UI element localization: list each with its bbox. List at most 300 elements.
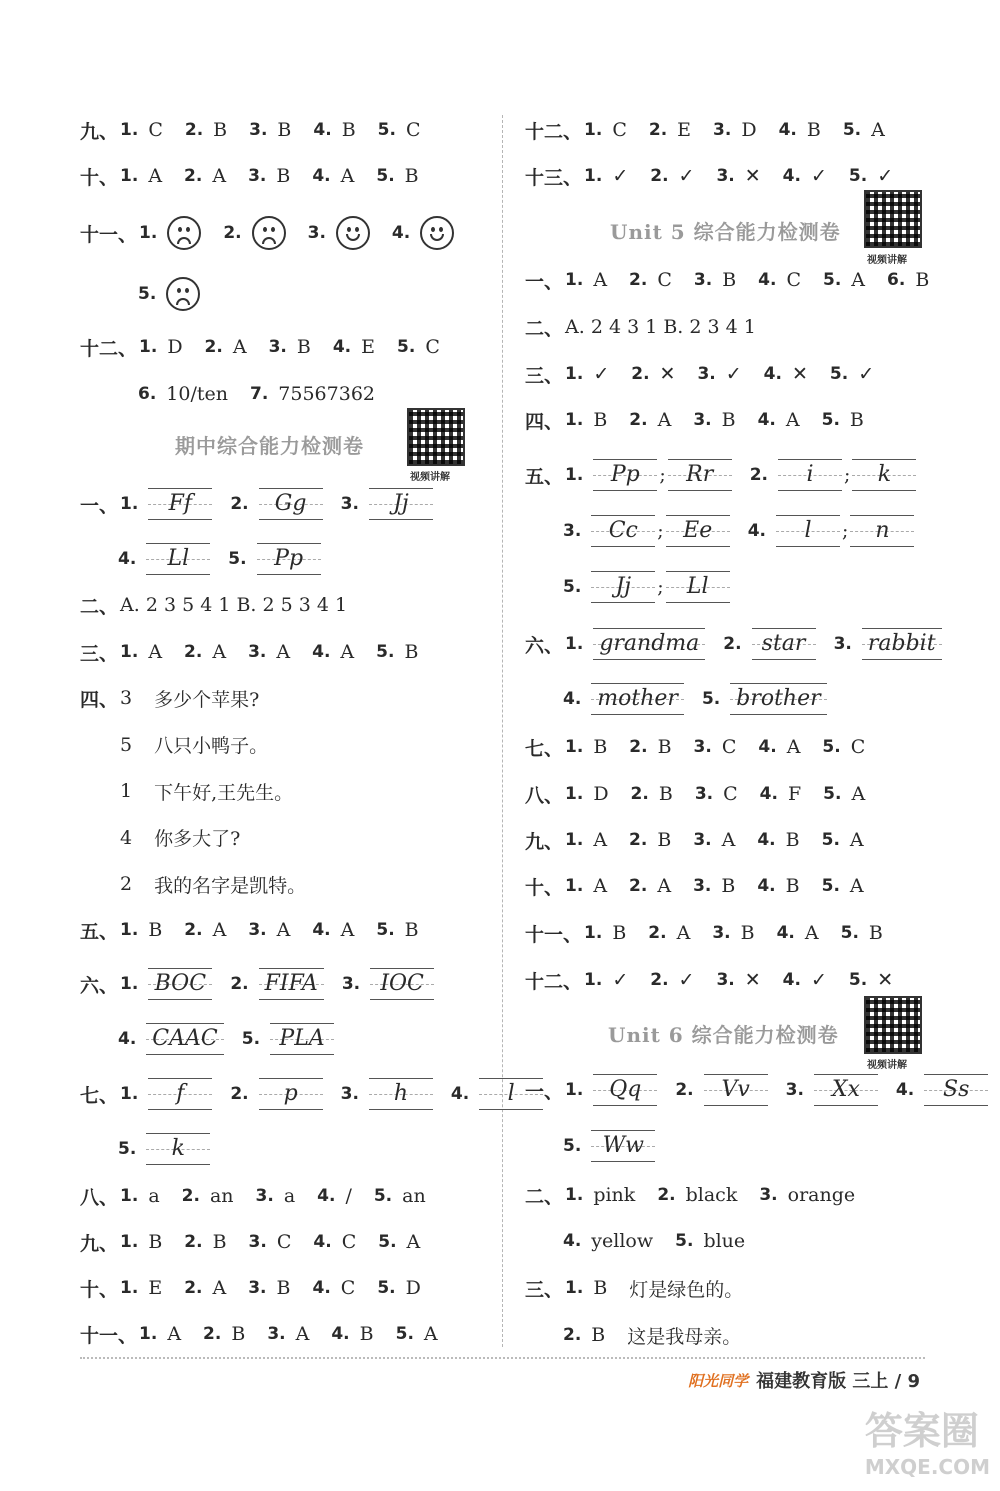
- answer-row: [525, 822, 886, 858]
- handwriting-answer: Vv: [721, 1077, 750, 1102]
- item-number: 5.: [377, 1278, 396, 1298]
- item-number: 3.: [697, 364, 716, 384]
- item-number: 4.: [757, 876, 776, 896]
- handwriting-answer: Ee: [683, 518, 713, 543]
- answer-value: A: [785, 409, 800, 431]
- handwriting-box: [666, 571, 730, 603]
- sad-face-icon: [166, 277, 200, 311]
- section-number: 十、: [80, 166, 119, 189]
- item-number: 1.: [565, 364, 584, 384]
- answer-row: [80, 680, 281, 716]
- answer-row: [563, 1223, 767, 1259]
- item-number: 3.: [307, 223, 326, 243]
- handwriting-answer: Pp: [610, 462, 640, 487]
- handwriting-box: [593, 459, 657, 491]
- eye: [177, 288, 181, 293]
- answer-value: B: [276, 165, 291, 187]
- answer-value: 2: [120, 873, 133, 895]
- answer-row: [525, 112, 907, 148]
- answer-value: black: [685, 1184, 738, 1206]
- section-number: 十二、: [525, 970, 583, 993]
- answer-row: [80, 158, 441, 194]
- handwriting-answer: Cc: [608, 518, 638, 543]
- answer-value: A: [676, 922, 691, 944]
- item-number: 4.: [758, 270, 777, 290]
- item-number: 3.: [340, 494, 359, 514]
- answer-value: ✕: [744, 969, 761, 991]
- handwriting-answer: Ss: [943, 1077, 970, 1102]
- answer-row: [80, 634, 440, 670]
- handwriting-box: [852, 459, 916, 491]
- separator: ;: [842, 520, 849, 542]
- handwriting-box: [257, 543, 321, 575]
- item-number: 5.: [822, 737, 841, 757]
- section-number: 一、: [525, 270, 564, 293]
- handwriting-box: [146, 1133, 210, 1165]
- answer-text: 八只小鸭子。: [154, 735, 269, 757]
- item-number: 5.: [377, 120, 396, 140]
- answer-value: 1: [120, 780, 133, 802]
- item-number: 2.: [184, 1232, 203, 1252]
- item-number: 4.: [331, 1324, 350, 1344]
- answer-row: [525, 1270, 765, 1306]
- answer-value: C: [657, 269, 672, 291]
- item-number: 1.: [584, 166, 603, 186]
- item-number: 1.: [584, 120, 603, 140]
- answer-text: 这是我母亲。: [627, 1325, 742, 1348]
- item-number: 4.: [757, 410, 776, 430]
- item-number: 3.: [341, 974, 361, 994]
- item-number: 1.: [565, 784, 584, 804]
- handwriting-answer: brother: [736, 686, 821, 711]
- handwriting-answer: Rr: [686, 462, 714, 487]
- eye: [178, 227, 182, 232]
- answer-text: 灯是绿色的。: [629, 1278, 744, 1301]
- answer-value: ✕: [744, 165, 761, 187]
- eye: [431, 227, 435, 232]
- answer-text: 多少个苹果?: [154, 688, 260, 711]
- item-number: 2.: [203, 1324, 222, 1344]
- item-number: 3.: [694, 784, 714, 804]
- item-number: 1.: [584, 923, 603, 943]
- section-number: 十二、: [525, 120, 583, 143]
- answer-value: B: [593, 1277, 608, 1299]
- answer-text: 下午好,王先生。: [154, 781, 294, 804]
- answer-value: E: [361, 336, 376, 358]
- item-number: 5.: [373, 1186, 393, 1206]
- item-number: 1.: [565, 465, 584, 485]
- item-number: 4.: [317, 1186, 336, 1206]
- handwriting-answer: PLA: [279, 1026, 325, 1051]
- answer-value: C: [148, 119, 163, 141]
- item-number: 5.: [376, 642, 395, 662]
- answer-value: B: [296, 336, 311, 358]
- handwriting-box: [593, 1074, 657, 1106]
- handwriting-box: [146, 543, 210, 575]
- item-number: 7.: [250, 384, 269, 404]
- answer-value: B: [276, 1277, 291, 1299]
- answer-value: a: [283, 1185, 296, 1207]
- answer-value: B: [849, 409, 864, 431]
- answer-value: 3: [120, 687, 133, 709]
- answer-value: A. 2 4 3 1 B. 2 3 4 1: [565, 316, 756, 338]
- answer-value: B: [404, 641, 419, 663]
- answer-value: ✓: [810, 969, 827, 991]
- answer-row: [80, 820, 262, 856]
- handwriting-box: [370, 968, 434, 1000]
- answer-row: [525, 402, 886, 438]
- item-number: 4.: [758, 737, 777, 757]
- item-number: 2.: [629, 830, 648, 850]
- answer-row: [80, 1224, 442, 1260]
- eye: [263, 227, 267, 232]
- answer-value: B: [785, 829, 800, 851]
- eye: [439, 227, 443, 232]
- section-number: 五、: [80, 920, 119, 943]
- item-number: 1.: [120, 642, 139, 662]
- answer-value: A: [851, 269, 866, 291]
- answer-value: C: [786, 269, 801, 291]
- item-number: 4.: [782, 970, 801, 990]
- answer-value: C: [723, 783, 738, 805]
- qr-code-icon[interactable]: [407, 408, 465, 466]
- answer-row: [80, 215, 476, 251]
- item-number: 5.: [823, 270, 842, 290]
- answer-value: B: [593, 736, 608, 758]
- answer-value: ✕: [877, 969, 894, 991]
- item-number: 5.: [241, 1029, 261, 1049]
- item-number: 3.: [249, 120, 268, 140]
- eye: [355, 227, 359, 232]
- answer-value: B: [213, 119, 228, 141]
- mouth: [262, 237, 276, 244]
- answer-value: ✓: [678, 165, 695, 187]
- item-number: 5.: [563, 577, 582, 597]
- item-number: 1.: [120, 1278, 139, 1298]
- item-number: 4.: [763, 364, 782, 384]
- answer-row: [118, 1021, 352, 1057]
- handwriting-answer: l: [507, 1081, 515, 1106]
- section-number: 八、: [525, 784, 564, 807]
- item-number: 2.: [230, 974, 249, 994]
- handwriting-box: [148, 1078, 212, 1110]
- item-number: 5.: [821, 830, 840, 850]
- handwriting-answer: k: [171, 1136, 185, 1161]
- answer-value: an: [209, 1185, 234, 1207]
- item-number: 2.: [184, 1278, 203, 1298]
- item-number: 3.: [693, 410, 712, 430]
- item-number: 2.: [184, 120, 204, 140]
- item-number: 2.: [650, 166, 669, 186]
- item-number: 2.: [230, 494, 249, 514]
- item-number: 1.: [120, 1084, 139, 1104]
- answer-row: [563, 1317, 763, 1353]
- answer-row: [525, 776, 887, 812]
- item-number: 2.: [563, 1325, 582, 1345]
- answer-value: an: [402, 1185, 426, 1207]
- answer-row: [80, 1076, 564, 1112]
- item-number: 5.: [829, 364, 849, 384]
- answer-value: B: [785, 875, 800, 897]
- item-number: 4.: [776, 923, 795, 943]
- mouth: [177, 237, 191, 244]
- item-number: 3.: [693, 270, 713, 290]
- answer-value: C: [425, 336, 440, 358]
- answer-value: B: [740, 922, 755, 944]
- answer-row: [525, 457, 934, 493]
- section-number: 十三、: [525, 166, 583, 189]
- item-number: 2.: [675, 1080, 694, 1100]
- item-number: 1.: [139, 337, 158, 357]
- handwriting-answer: Ll: [167, 546, 190, 571]
- answer-value: A: [657, 875, 672, 897]
- item-number: 4.: [391, 223, 411, 243]
- item-number: 2.: [629, 876, 648, 896]
- item-number: 3.: [693, 876, 712, 896]
- separator: ;: [657, 576, 664, 598]
- answer-value: A: [406, 1231, 421, 1253]
- item-number: 6.: [887, 270, 906, 290]
- answer-row: [563, 569, 748, 605]
- answer-value: B: [612, 922, 627, 944]
- item-number: 4.: [757, 830, 776, 850]
- column-divider: [502, 115, 503, 1347]
- handwriting-box: [259, 968, 324, 1000]
- item-number: 2.: [631, 364, 650, 384]
- answer-value: ✓: [858, 363, 875, 385]
- item-number: 6.: [138, 384, 157, 404]
- item-number: 2.: [223, 223, 242, 243]
- item-number: 3.: [716, 166, 735, 186]
- handwriting-box: [270, 1023, 334, 1055]
- answer-value: B: [868, 922, 883, 944]
- answer-value: B: [212, 1231, 227, 1253]
- answer-value: C: [612, 119, 627, 141]
- answer-row: [525, 158, 915, 194]
- item-number: 4.: [118, 549, 137, 569]
- section-number: 四、: [80, 688, 119, 711]
- item-number: 3.: [693, 737, 712, 757]
- item-number: 2.: [629, 270, 648, 290]
- happy-face-icon: [420, 216, 454, 250]
- answer-value: pink: [593, 1184, 636, 1206]
- answer-value: a: [148, 1185, 160, 1207]
- item-number: 1.: [139, 1324, 158, 1344]
- item-number: 3.: [833, 634, 852, 654]
- answer-value: A: [721, 829, 736, 851]
- section-number: 二、: [80, 595, 119, 618]
- handwriting-answer: p: [283, 1081, 298, 1106]
- item-number: 1.: [120, 494, 139, 514]
- handwriting-box: [668, 459, 732, 491]
- section-number: 一、: [525, 1080, 564, 1103]
- handwriting-answer: FIFA: [264, 971, 318, 996]
- section-number: 一、: [80, 494, 119, 517]
- item-number: 4.: [895, 1080, 915, 1100]
- answer-value: C: [405, 119, 421, 141]
- answer-value: B: [658, 783, 673, 805]
- item-number: 2.: [650, 970, 669, 990]
- handwriting-answer: Ww: [602, 1133, 645, 1158]
- item-number: 5.: [821, 876, 840, 896]
- answer-row: [80, 486, 451, 522]
- item-number: 5.: [823, 784, 842, 804]
- answer-value: ✓: [877, 165, 894, 187]
- handwriting-answer: Jj: [393, 491, 409, 516]
- item-number: 3.: [785, 1080, 804, 1100]
- item-number: 3.: [268, 337, 287, 357]
- answer-value: B: [591, 1324, 606, 1346]
- answer-value: A: [849, 829, 864, 851]
- qr-code-icon[interactable]: [864, 190, 922, 248]
- answer-row: [525, 1177, 877, 1213]
- item-number: 5.: [378, 1232, 397, 1252]
- answer-value: E: [677, 119, 692, 141]
- answer-row: [138, 376, 397, 412]
- answer-value: E: [148, 1277, 163, 1299]
- answer-value: B: [806, 119, 821, 141]
- separator: ;: [844, 464, 851, 486]
- eye: [186, 227, 190, 232]
- answer-row: [525, 356, 896, 392]
- item-number: 3.: [716, 970, 735, 990]
- answer-value: A: [276, 919, 291, 941]
- qr-label: 视频讲解: [867, 255, 907, 266]
- item-number: 5.: [848, 166, 868, 186]
- item-number: 3.: [340, 1084, 359, 1104]
- answer-value: ✓: [678, 969, 695, 991]
- answer-row: [563, 1128, 673, 1164]
- item-number: 4.: [312, 642, 331, 662]
- answer-row: [525, 868, 886, 904]
- answer-value: A: [212, 165, 227, 187]
- item-number: 1.: [565, 830, 584, 850]
- item-number: 3.: [759, 1185, 778, 1205]
- item-number: 2.: [181, 1186, 200, 1206]
- section-number: 二、: [525, 1185, 564, 1208]
- answer-value: A: [167, 1323, 182, 1345]
- answer-row: [80, 1270, 443, 1306]
- item-number: 4.: [450, 1084, 470, 1104]
- answer-row: [80, 866, 328, 902]
- item-number: 3.: [248, 642, 267, 662]
- answer-value: D: [405, 1277, 421, 1299]
- section-number: 六、: [80, 974, 119, 997]
- handwriting-box: [591, 1130, 655, 1162]
- handwriting-box: [776, 515, 840, 547]
- handwriting-box: [666, 515, 730, 547]
- answer-row: [80, 912, 441, 948]
- item-number: 3.: [267, 1324, 286, 1344]
- item-number: 5.: [701, 689, 721, 709]
- item-number: 5.: [840, 923, 859, 943]
- eye: [347, 227, 351, 232]
- answer-value: 4: [120, 826, 133, 849]
- item-number: 3.: [563, 521, 582, 541]
- handwriting-answer: CAAC: [152, 1026, 218, 1051]
- answer-value: D: [593, 783, 609, 805]
- handwriting-box: [778, 459, 842, 491]
- item-number: 4.: [563, 689, 582, 709]
- handwriting-box: [146, 1023, 223, 1055]
- answer-value: B: [231, 1323, 246, 1345]
- item-number: 3.: [248, 920, 267, 940]
- handwriting-box: [591, 515, 655, 547]
- answer-value: A: [871, 119, 885, 141]
- item-number: 4.: [332, 337, 352, 357]
- sad-face-icon: [252, 216, 286, 250]
- answer-row: [525, 729, 887, 765]
- item-number: 1.: [120, 120, 139, 140]
- handwriting-answer: Gg: [274, 491, 307, 516]
- answer-value: A: [340, 165, 355, 187]
- item-number: 1.: [139, 223, 158, 243]
- answer-row: [525, 1072, 1000, 1108]
- item-number: 5.: [138, 284, 157, 304]
- qr-label: 视频讲解: [867, 1060, 907, 1071]
- item-number: 2.: [648, 923, 667, 943]
- answer-value: A: [276, 641, 291, 663]
- answer-value: D: [741, 119, 757, 141]
- item-number: 4.: [312, 166, 331, 186]
- answer-value: A. 2 3 5 4 1 B. 2 5 3 4 1: [120, 594, 348, 616]
- answer-row: [80, 1316, 460, 1352]
- answer-value: A: [212, 1277, 227, 1299]
- item-number: 4.: [313, 1232, 332, 1252]
- footer-text: 福建教育版 三上 / 9: [756, 1371, 920, 1392]
- handwriting-answer: Qq: [609, 1077, 642, 1102]
- answer-value: B: [148, 919, 163, 941]
- item-number: 2.: [184, 166, 203, 186]
- answer-row: [118, 1131, 228, 1167]
- answer-value: blue: [703, 1230, 746, 1252]
- answer-value: F: [787, 783, 802, 805]
- answer-value: ✓: [810, 165, 827, 187]
- item-number: 1.: [584, 970, 603, 990]
- item-number: 4.: [118, 1029, 137, 1049]
- item-number: 5.: [397, 337, 416, 357]
- item-number: 2.: [184, 642, 203, 662]
- answer-value: B: [341, 119, 356, 141]
- answer-value: B: [657, 736, 672, 758]
- answer-value: A: [212, 919, 227, 941]
- qr-code-icon[interactable]: [864, 996, 922, 1054]
- item-number: 1.: [120, 166, 139, 186]
- answer-value: B: [148, 1231, 163, 1253]
- item-number: 2.: [749, 465, 769, 485]
- answer-row: [80, 727, 290, 763]
- item-number: 1.: [120, 1232, 139, 1252]
- answer-value: A: [657, 409, 672, 431]
- answer-row: [525, 262, 951, 298]
- handwriting-answer: Ll: [686, 574, 709, 599]
- section-number: 九、: [525, 830, 564, 853]
- answer-row: [525, 962, 915, 998]
- handwriting-answer: h: [393, 1081, 408, 1106]
- item-number: 4.: [312, 920, 331, 940]
- answer-value: A: [851, 783, 866, 805]
- item-number: 1.: [565, 876, 584, 896]
- section-number: 六、: [525, 634, 564, 657]
- item-number: 3.: [713, 120, 732, 140]
- separator: ;: [657, 520, 664, 542]
- handwriting-box: [591, 683, 684, 715]
- handwriting-answer: n: [875, 518, 890, 543]
- brand-logo: 阳光同学: [688, 1371, 749, 1390]
- handwriting-answer: Xx: [831, 1077, 860, 1102]
- item-number: 3.: [712, 923, 731, 943]
- section-number: 十、: [80, 1278, 119, 1301]
